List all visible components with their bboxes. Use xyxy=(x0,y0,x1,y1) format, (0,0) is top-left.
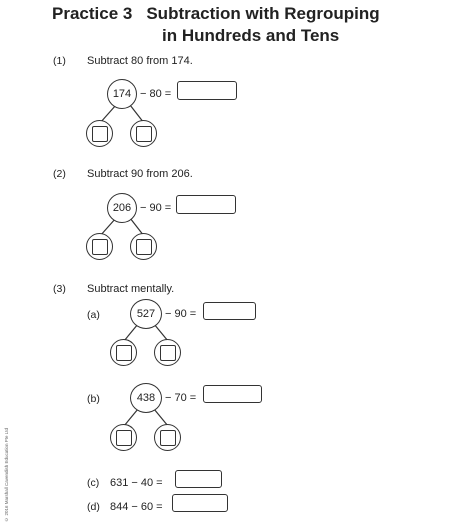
minuend-circle: 174 xyxy=(107,79,137,109)
bond-part-box[interactable] xyxy=(160,345,176,361)
bond-part-box[interactable] xyxy=(92,126,108,142)
answer-box[interactable] xyxy=(177,81,237,100)
bond-part-circle xyxy=(154,339,181,366)
answer-box[interactable] xyxy=(203,302,256,320)
equation-text: − 70 = xyxy=(165,392,197,404)
minuend-circle: 527 xyxy=(130,299,162,329)
title-line-1: Subtraction with Regrouping xyxy=(146,4,380,23)
bond-part-circle xyxy=(86,233,113,260)
bond-part-circle xyxy=(110,339,137,366)
equation-text: 631 − 40 = xyxy=(110,477,163,489)
practice-label: Practice 3 xyxy=(52,4,133,23)
bond-part-box[interactable] xyxy=(136,126,152,142)
question-number: (3) xyxy=(53,283,66,295)
bond-part-circle xyxy=(154,424,181,451)
question-number: (2) xyxy=(53,168,66,180)
question-instruction: Subtract 90 from 206. xyxy=(87,168,193,180)
answer-box[interactable] xyxy=(176,195,236,214)
bond-part-box[interactable] xyxy=(160,430,176,446)
bond-part-circle xyxy=(130,233,157,260)
bond-part-circle xyxy=(86,120,113,147)
bond-part-box[interactable] xyxy=(116,345,132,361)
equation-text: − 90 = xyxy=(140,202,172,214)
subquestion-label: (c) xyxy=(87,477,100,489)
answer-box[interactable] xyxy=(172,494,228,512)
bond-part-circle xyxy=(110,424,137,451)
subquestion-label: (a) xyxy=(87,309,100,321)
equation-text: − 80 = xyxy=(140,88,172,100)
equation-text: − 90 = xyxy=(165,308,197,320)
subquestion-label: (d) xyxy=(87,501,100,513)
bond-part-box[interactable] xyxy=(136,239,152,255)
subquestion-label: (b) xyxy=(87,393,100,405)
title-line-2: in Hundreds and Tens xyxy=(162,26,340,45)
minuend-circle: 206 xyxy=(107,193,137,223)
bond-part-circle xyxy=(130,120,157,147)
minuend-circle: 438 xyxy=(130,383,162,413)
bond-part-box[interactable] xyxy=(92,239,108,255)
question-instruction: Subtract 80 from 174. xyxy=(87,55,193,67)
answer-box[interactable] xyxy=(175,470,222,488)
bond-part-box[interactable] xyxy=(116,430,132,446)
question-number: (1) xyxy=(53,55,66,67)
equation-text: 844 − 60 = xyxy=(110,501,163,513)
answer-box[interactable] xyxy=(203,385,262,403)
question-instruction: Subtract mentally. xyxy=(87,283,175,295)
copyright-note: © 2016 Marshall Cavendish Education Pte Ltd xyxy=(4,428,9,522)
